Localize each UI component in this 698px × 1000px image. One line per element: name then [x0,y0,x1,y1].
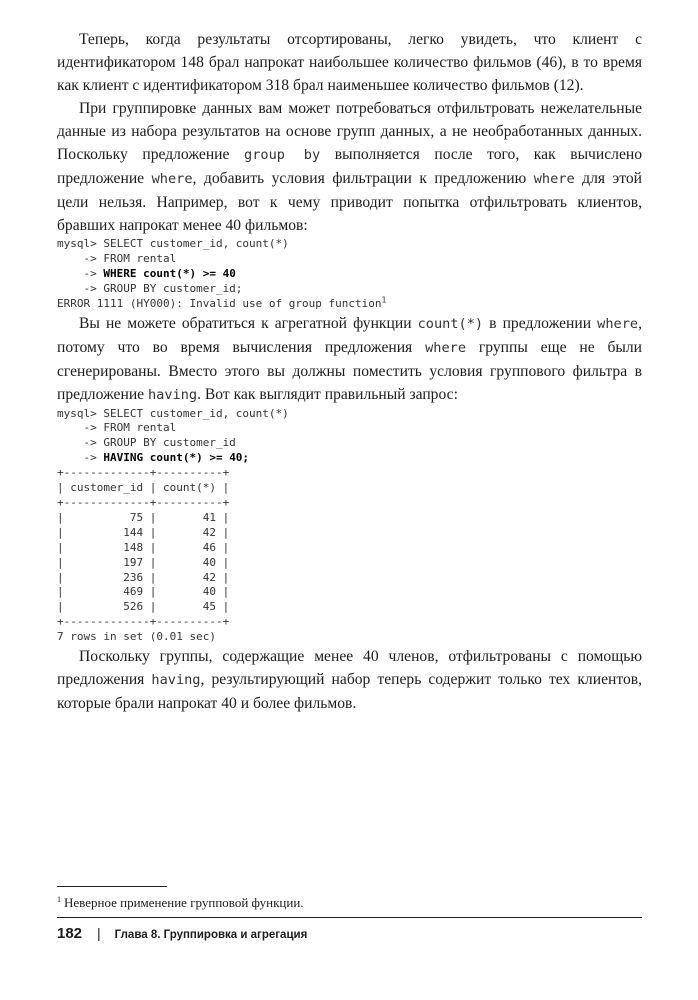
inline-code-where: where [425,339,466,356]
paragraph-3-text-b: в предложении [483,314,598,332]
paragraph-3-text-a: Вы не можете обратиться к агрегатной функции [79,314,418,332]
cell-customer-id: 526 [123,600,144,614]
table-row: | 526 | 45 | [57,600,230,614]
table-rows [57,511,229,613]
cell-customer-id: 236 [123,570,144,584]
code-line: -> FROM rental [57,251,177,265]
page-body [57,26,642,715]
paragraph-4-text-a: Поскольку группы, содержащие менее 40 членов, отфильтрованы с помощью предложения [57,648,642,689]
code-line-prefix: -> [57,451,104,465]
cell-count: 42 [202,525,216,539]
table-row: | 75 | 41 | [57,510,230,524]
code-line: mysql> SELECT customer_id, count(*) [57,406,289,420]
table-row: | 197 | 40 | [57,555,230,569]
footnote-ref: 1 [381,294,387,304]
cell-customer-id: 197 [123,555,144,569]
inline-code-where: where [597,315,639,332]
inline-code-where: where [151,171,193,187]
paragraph-2-text-a: При группировке данных вам может потребоваться отфильтровать нежелательные данные из набора результатов на основе групп данных, а не необработанных данных. Поскольку предложение [57,100,642,163]
table-row: | 144 | 42 | [57,525,230,539]
paragraph-1: Теперь, когда результаты отсортированы, легко увидеть, что клиент с идентификатором 148 брал напрокат наибольшее количество фильмов (46), в то время как клиент с идентификатором 318 брал наименьшее количество фильмов (12). [57,31,642,94]
cell-customer-id: 148 [123,540,144,554]
error-message: ERROR 1111 (HY000): Invalid use of group function [57,296,382,310]
paragraph-3 [57,312,642,407]
chapter-title: Глава 8. Группировка и агрегация [114,929,308,941]
table-row: | 148 | 46 | [57,540,230,554]
footnote-text: Неверное применение групповой функции. [64,895,304,910]
footer-rule [57,917,642,918]
code-line-highlight: HAVING count(*) >= 40; [103,451,250,465]
paragraph-2-text-c: , добавить условия фильтрации к предложению [192,170,534,187]
inline-code-where: where [533,171,575,187]
code-line: mysql> SELECT customer_id, count(*) [57,237,289,250]
code-line: -> GROUP BY customer_id [57,436,236,450]
cell-count: 41 [202,510,216,524]
table-header: | customer_id | count(*) | [57,481,230,495]
code-block-having [57,407,642,646]
table-border: +-------------+----------+ [57,495,230,509]
cell-count: 45 [202,600,216,614]
table-row: | 469 | 40 | [57,585,230,599]
code-line-prefix: -> [57,266,104,280]
paragraph-4-text-b: , результирующий набор теперь содержит только тех клиентов, которые брали напрокат 40 и более фильмов. [57,671,642,713]
cell-count: 46 [202,540,216,554]
code-block-error [57,237,642,312]
table-row: | 236 | 42 | [57,570,230,584]
cell-count: 40 [202,555,216,569]
code-line-highlight: WHERE count(*) >= 40 [103,266,236,280]
inline-code-having: having [147,386,198,403]
cell-customer-id: 469 [123,585,144,599]
footnote-rule [57,886,167,887]
inline-code-group-by: group by [244,147,321,163]
cell-count: 42 [202,570,216,584]
code-line: -> GROUP BY customer_id; [57,281,243,295]
inline-code-having: having [151,672,201,689]
cell-count: 40 [202,585,216,599]
page-footer [57,925,307,943]
table-border: +-------------+----------+ [57,466,230,480]
paragraph-2-text-b: выполняется после того, как вычислено предложение [57,146,643,187]
paragraph-3-text-e: . Вот как выглядит правильный запрос: [197,385,458,403]
paragraph-4 [57,645,642,715]
page-number: 182 [57,925,83,942]
inline-code-count: count(*) [417,315,484,332]
query-status: 7 rows in set (0.01 sec) [57,630,216,644]
table-border: +-------------+----------+ [57,615,230,629]
code-line: -> FROM rental [57,421,177,435]
paragraph-3-text-c: , потому что во время вычисления предложения [57,314,642,356]
cell-customer-id: 144 [123,525,144,539]
paragraph-2-text-d: для этой цели нельзя. Например, вот к чему приводит попытка отфильтровать клиентов, бравших напрокат менее 40 фильмов: [57,170,642,234]
footnote-number: 1 [57,894,61,904]
paragraph-2 [57,97,642,237]
paragraph-3-text-d: группы еще не были сгенерированы. Вместо этого вы должны поместить условия группового фильтра в предложение [57,338,642,403]
footnote [57,895,304,911]
footer-separator: | [97,925,101,941]
cell-customer-id: 75 [129,510,144,524]
